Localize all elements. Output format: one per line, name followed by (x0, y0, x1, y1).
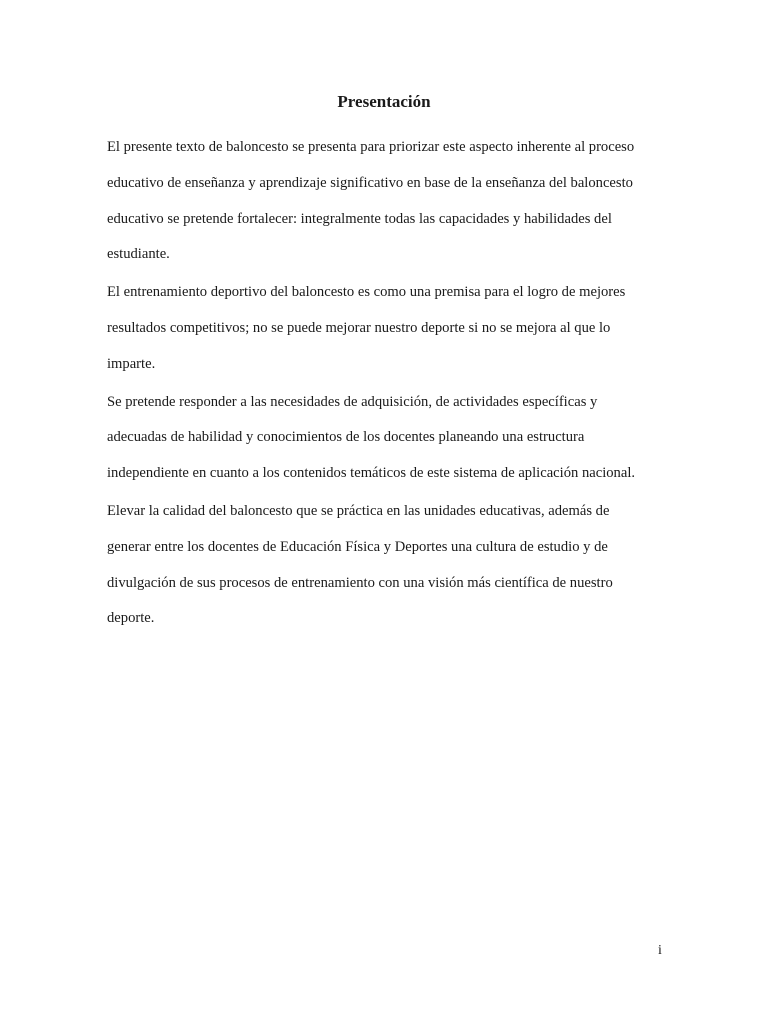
text-line: adecuadas de habilidad y conocimientos de los docentes planeando una estructura (107, 429, 585, 446)
text-line: independiente en cuanto a los contenidos temáticos de este sistema de aplicación nacional. (107, 465, 636, 482)
text-line: Se pretende responder a las necesidades de adquisición, de actividades específicas y (107, 393, 598, 410)
document-body (107, 130, 667, 639)
paragraph (107, 130, 667, 273)
paragraph (107, 494, 667, 637)
text-line: divulgación de sus procesos de entrenamiento con una visión más científica de nuestro (107, 574, 613, 591)
page-number: i (658, 943, 662, 958)
text-line: educativo de enseñanza y aprendizaje significativo en base de la enseñanza del baloncesto (107, 174, 633, 191)
text-line: imparte. (107, 355, 156, 372)
text-line: Elevar la calidad del baloncesto que se práctica en las unidades educativas, además de (107, 502, 610, 519)
text-line: deporte. (107, 610, 155, 627)
page-title: Presentación (337, 92, 431, 111)
text-line: resultados competitivos; no se puede mejorar nuestro deporte si no se mejora al que lo (107, 319, 611, 336)
paragraph (107, 275, 667, 382)
text-line: estudiante. (107, 246, 170, 263)
text-line: generar entre los docentes de Educación Física y Deportes una cultura de estudio y de (107, 538, 608, 555)
text-line: El presente texto de baloncesto se presenta para priorizar este aspecto inherente al proceso (107, 139, 635, 155)
text-line: El entrenamiento deportivo del baloncesto es como una premisa para el logro de mejores (107, 284, 626, 301)
text-line: educativo se pretende fortalecer: integralmente todas las capacidades y habilidades del (107, 210, 612, 227)
paragraph (107, 385, 667, 492)
